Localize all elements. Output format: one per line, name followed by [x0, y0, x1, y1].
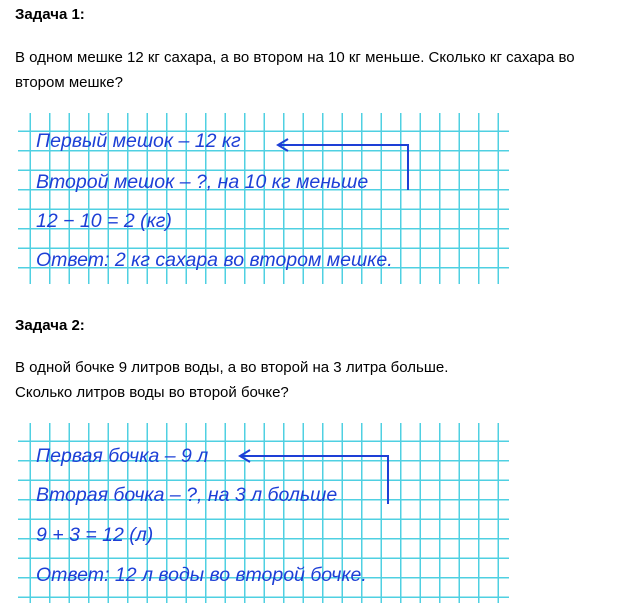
- task2-note-line2: Вторая бочка – ?, на 3 л больше: [36, 484, 338, 506]
- task2-bracket-arrow-icon: [18, 423, 509, 603]
- task1-text-line2: втором мешке?: [15, 74, 123, 91]
- task1-note-line4: Ответ: 2 кг сахара во втором мешке.: [36, 249, 393, 271]
- task1-note-line2: Второй мешок – ?, на 10 кг меньше: [36, 171, 369, 193]
- task2-text-line1: В одной бочке 9 литров воды, а во второй на 3 литра больше.: [15, 359, 449, 376]
- task1-text: [15, 45, 615, 95]
- task1-notebook: [18, 113, 509, 284]
- task2-heading: Задача 2:: [15, 317, 85, 334]
- task2-note-line1: Первая бочка – 9 л: [36, 445, 209, 467]
- task1-note-line1: Первый мешок – 12 кг: [36, 130, 241, 152]
- task2-notebook: [18, 423, 509, 603]
- task2-text: [15, 355, 615, 405]
- task1-heading: Задача 1:: [15, 6, 85, 23]
- task1-note-line3: 12 − 10 = 2 (кг): [36, 210, 172, 232]
- task1-text-line1: В одном мешке 12 кг сахара, а во втором на 10 кг меньше. Сколько кг сахара во: [15, 49, 575, 66]
- task1-bracket-arrow-icon: [18, 113, 509, 284]
- task2-note-line4: Ответ: 12 л воды во второй бочке.: [36, 564, 367, 586]
- task2-text-line2: Сколько литров воды во второй бочке?: [15, 384, 289, 401]
- task2-note-line3: 9 + 3 = 12 (л): [36, 524, 154, 546]
